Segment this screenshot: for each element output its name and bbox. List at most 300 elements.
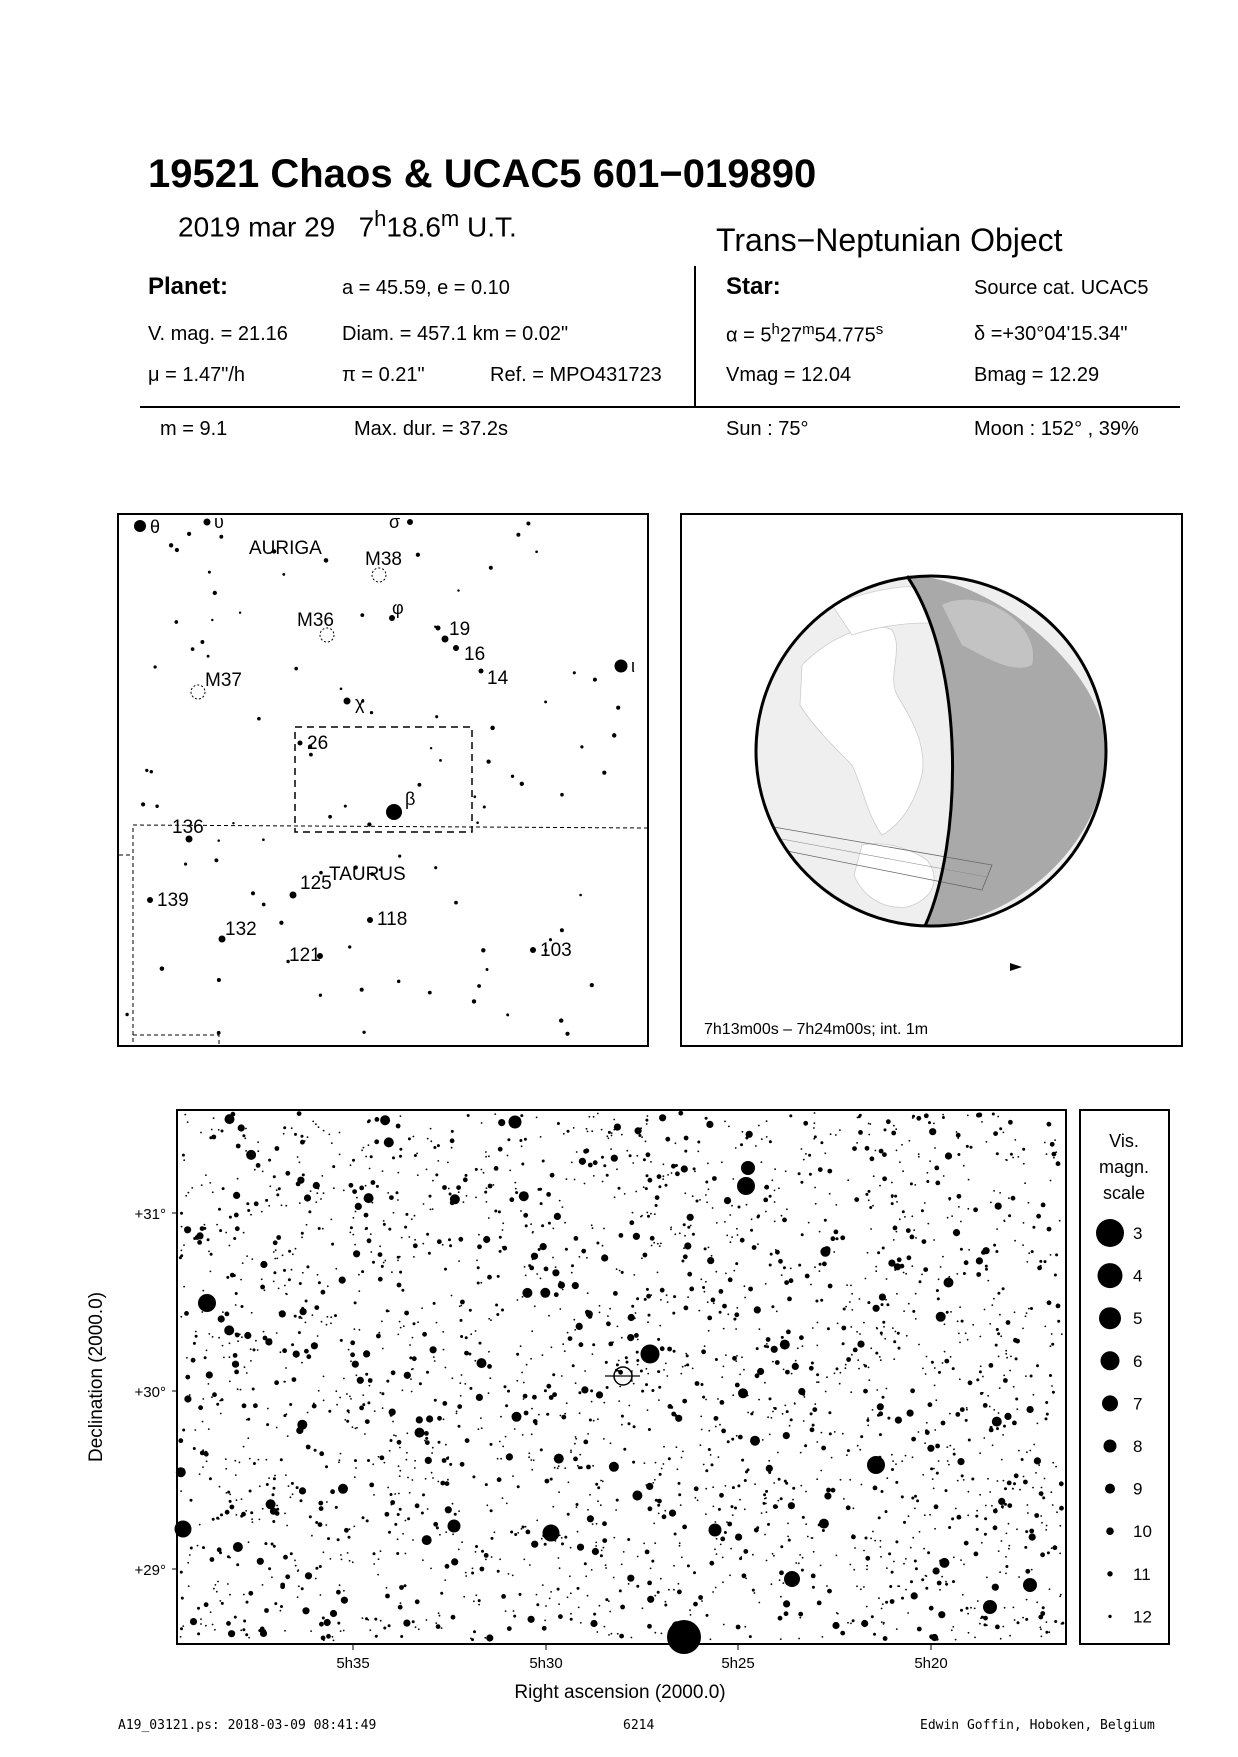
field-star — [470, 1638, 472, 1640]
field-star — [604, 1626, 606, 1628]
field-star — [653, 1242, 655, 1244]
field-star — [907, 1255, 912, 1260]
field-star — [199, 1524, 201, 1526]
field-star — [340, 1630, 342, 1632]
field-star — [593, 1175, 595, 1177]
field-star — [736, 1307, 738, 1309]
field-star — [285, 1474, 287, 1476]
field-star — [250, 1214, 252, 1216]
field-star — [265, 1338, 272, 1345]
field-star — [350, 1340, 355, 1345]
field-star — [663, 1163, 665, 1165]
field-star — [602, 1181, 604, 1183]
scale-label-11: 11 — [1133, 1564, 1151, 1584]
finder-star — [362, 1031, 365, 1034]
field-star — [715, 1417, 718, 1420]
field-star — [325, 1465, 328, 1468]
bright-field-star — [543, 1525, 560, 1542]
field-star — [832, 1622, 839, 1629]
field-star — [499, 1558, 501, 1560]
field-star — [347, 1552, 349, 1554]
field-star — [514, 1182, 516, 1184]
field-star — [299, 1202, 301, 1204]
field-star — [458, 1549, 460, 1551]
finder-star — [612, 733, 616, 737]
constellation-boundary-3 — [133, 1035, 219, 1045]
finder-star — [207, 655, 210, 658]
field-star — [367, 1238, 372, 1243]
field-star — [924, 1113, 929, 1118]
field-star — [657, 1338, 660, 1341]
field-star — [736, 1355, 738, 1357]
field-star — [646, 1288, 649, 1291]
field-star — [911, 1215, 913, 1217]
field-star — [181, 1226, 183, 1228]
field-star — [579, 1342, 584, 1347]
field-star — [775, 1249, 777, 1251]
field-star — [771, 1346, 778, 1353]
field-star — [750, 1229, 753, 1232]
field-star — [603, 1547, 605, 1549]
field-star — [607, 1315, 609, 1317]
field-star — [449, 1193, 452, 1196]
star-label-beta: β — [405, 789, 416, 809]
field-star — [997, 1332, 1000, 1335]
field-star — [465, 1575, 467, 1577]
field-star — [755, 1145, 757, 1147]
field-star — [633, 1425, 636, 1428]
finder-star — [175, 548, 179, 552]
field-star — [941, 1576, 943, 1578]
field-star — [1038, 1615, 1043, 1620]
field-star — [995, 1419, 1000, 1424]
field-star — [268, 1205, 270, 1207]
field-star — [229, 1494, 231, 1496]
field-star — [852, 1619, 855, 1622]
field-star — [311, 1342, 318, 1349]
field-star — [985, 1505, 987, 1507]
field-star — [424, 1431, 429, 1436]
field-star — [1039, 1260, 1042, 1263]
field-star — [396, 1552, 399, 1555]
field-star — [426, 1415, 433, 1422]
field-star — [657, 1499, 662, 1504]
star-label-103: 103 — [540, 940, 572, 961]
field-star — [951, 1517, 954, 1520]
field-star — [250, 1511, 253, 1514]
bright-field-star — [867, 1456, 885, 1474]
field-star — [610, 1442, 612, 1444]
target-star-marker — [614, 1367, 632, 1385]
field-star — [341, 1597, 348, 1604]
field-star — [528, 1616, 535, 1623]
field-star — [918, 1344, 920, 1346]
field-star — [852, 1534, 854, 1536]
field-star — [518, 1117, 521, 1120]
field-star — [759, 1328, 761, 1330]
field-star — [1055, 1151, 1057, 1153]
page-title: 19521 Chaos & UCAC5 601−019890 — [148, 152, 817, 196]
event-max-duration: Max. dur. = 37.2s — [354, 418, 508, 440]
field-star — [350, 1360, 352, 1362]
field-star — [290, 1552, 293, 1555]
field-star — [883, 1622, 885, 1624]
field-star — [742, 1131, 744, 1133]
field-star — [609, 1462, 619, 1472]
field-star — [485, 1156, 487, 1158]
field-star — [782, 1413, 784, 1415]
field-star — [705, 1117, 708, 1120]
field-star — [885, 1601, 888, 1604]
field-star — [516, 1380, 518, 1382]
field-star — [646, 1212, 648, 1214]
field-star — [1041, 1636, 1043, 1638]
field-star — [546, 1413, 549, 1416]
field-star — [236, 1144, 241, 1149]
field-star — [229, 1342, 231, 1344]
field-star — [984, 1533, 987, 1536]
field-star — [921, 1274, 923, 1276]
field-star — [910, 1182, 913, 1185]
field-star — [603, 1402, 605, 1404]
field-star — [877, 1403, 884, 1410]
field-star — [783, 1266, 786, 1269]
field-star — [399, 1271, 402, 1274]
finder-star — [573, 671, 576, 674]
field-star — [559, 1534, 561, 1536]
field-star — [662, 1178, 664, 1180]
field-star — [211, 1298, 213, 1300]
field-star — [814, 1403, 816, 1405]
field-star — [621, 1271, 624, 1274]
field-star — [661, 1633, 663, 1635]
field-star — [951, 1215, 953, 1217]
field-star — [872, 1205, 874, 1207]
field-star — [380, 1115, 390, 1125]
field-star — [788, 1539, 791, 1542]
field-star — [1026, 1312, 1028, 1314]
field-star — [559, 1567, 561, 1569]
field-star — [847, 1622, 849, 1624]
field-star — [404, 1226, 407, 1229]
detail-chart-frame — [177, 1110, 1066, 1644]
field-star — [536, 1117, 538, 1119]
field-star — [627, 1575, 634, 1582]
planet-vmag: V. mag. = 21.16 — [148, 323, 288, 345]
field-star — [1051, 1333, 1053, 1335]
field-star — [1004, 1220, 1006, 1222]
field-star — [879, 1356, 881, 1358]
field-star — [339, 1277, 346, 1284]
field-star — [249, 1335, 251, 1337]
field-star — [452, 1503, 454, 1505]
field-star — [371, 1180, 376, 1185]
field-star — [963, 1479, 965, 1481]
finder-star — [417, 783, 421, 787]
field-star — [321, 1290, 326, 1295]
field-star — [197, 1632, 200, 1635]
field-star — [670, 1227, 672, 1229]
field-star — [1040, 1611, 1045, 1616]
field-star — [963, 1165, 965, 1167]
field-star — [222, 1345, 224, 1347]
field-star — [803, 1420, 805, 1422]
field-star — [680, 1373, 682, 1375]
field-star — [502, 1446, 504, 1448]
field-star — [836, 1555, 838, 1557]
field-star — [718, 1456, 720, 1458]
field-star — [613, 1291, 618, 1296]
field-star — [587, 1131, 589, 1133]
field-star — [283, 1414, 286, 1417]
field-star — [843, 1308, 846, 1311]
field-star — [488, 1351, 490, 1353]
field-star — [851, 1535, 856, 1540]
field-star — [204, 1224, 206, 1226]
field-star — [530, 1459, 532, 1461]
field-star — [907, 1410, 914, 1417]
field-star — [700, 1278, 702, 1280]
field-star — [349, 1232, 351, 1234]
field-star — [798, 1638, 800, 1640]
finder-star — [489, 566, 493, 570]
field-star — [388, 1310, 390, 1312]
field-star — [876, 1327, 878, 1329]
field-star — [886, 1278, 888, 1280]
field-star — [210, 1253, 213, 1256]
field-star — [899, 1161, 901, 1163]
field-star — [558, 1465, 560, 1467]
field-star — [540, 1202, 543, 1205]
field-star — [355, 1428, 357, 1430]
field-star — [987, 1606, 989, 1608]
field-star — [654, 1347, 656, 1349]
field-star — [645, 1141, 647, 1143]
star-upsilon — [204, 519, 211, 526]
field-star — [934, 1367, 936, 1369]
field-star — [354, 1476, 356, 1478]
field-star — [225, 1510, 230, 1515]
field-star — [383, 1220, 385, 1222]
field-star — [521, 1145, 523, 1147]
field-star — [817, 1601, 822, 1606]
field-star — [224, 1325, 234, 1335]
field-star — [993, 1525, 998, 1530]
field-star — [761, 1138, 763, 1140]
field-star — [581, 1386, 588, 1393]
field-star — [968, 1249, 970, 1251]
star-label-upsilon: υ — [214, 515, 224, 532]
field-star — [485, 1151, 487, 1153]
field-star — [895, 1463, 897, 1465]
field-star — [331, 1243, 334, 1246]
field-star — [678, 1111, 683, 1116]
field-star — [882, 1247, 885, 1250]
field-star — [800, 1485, 802, 1487]
field-star — [263, 1331, 265, 1333]
field-star — [937, 1581, 942, 1586]
field-star — [200, 1623, 202, 1625]
field-star — [406, 1452, 408, 1454]
field-star — [873, 1486, 878, 1491]
field-star — [298, 1331, 301, 1334]
field-star — [1028, 1308, 1030, 1310]
field-star — [399, 1321, 401, 1323]
finder-star — [506, 1013, 509, 1016]
field-star — [717, 1398, 719, 1400]
field-star — [911, 1592, 918, 1599]
field-star — [508, 1573, 510, 1575]
field-star — [765, 1490, 768, 1493]
field-star — [761, 1161, 763, 1163]
field-star — [1022, 1328, 1024, 1330]
field-star — [1059, 1481, 1064, 1486]
field-star — [682, 1366, 684, 1368]
field-star — [554, 1454, 564, 1464]
field-star — [1040, 1515, 1042, 1517]
field-star — [321, 1321, 323, 1323]
field-star — [880, 1332, 883, 1335]
field-star — [357, 1377, 364, 1384]
field-star — [608, 1131, 611, 1134]
field-star — [434, 1360, 436, 1362]
globe-canvas — [682, 515, 1181, 1045]
field-star — [313, 1182, 320, 1189]
field-star — [450, 1194, 460, 1204]
field-star — [780, 1545, 783, 1548]
field-star — [1053, 1157, 1055, 1159]
field-star — [1040, 1552, 1045, 1557]
field-star — [562, 1206, 564, 1208]
field-star — [559, 1308, 561, 1310]
field-star — [784, 1480, 787, 1483]
field-star — [176, 1467, 186, 1477]
field-star — [957, 1458, 964, 1465]
field-star — [317, 1188, 319, 1190]
field-star — [724, 1531, 727, 1534]
field-star — [668, 1589, 670, 1591]
field-star — [1027, 1512, 1029, 1514]
field-star — [202, 1290, 204, 1292]
field-star — [658, 1185, 661, 1188]
field-star — [273, 1240, 278, 1245]
field-star — [391, 1370, 396, 1375]
field-star — [654, 1542, 656, 1544]
field-star — [824, 1492, 831, 1499]
field-star — [507, 1390, 510, 1393]
field-star — [810, 1412, 813, 1415]
field-star — [849, 1301, 851, 1303]
finder-star — [340, 687, 343, 690]
finder-star — [435, 715, 438, 718]
field-star — [370, 1155, 373, 1158]
field-star — [182, 1154, 185, 1157]
field-star — [811, 1537, 813, 1539]
field-star — [573, 1457, 578, 1462]
planet-reference: Ref. = MPO431723 — [490, 364, 662, 386]
bright-field-star — [1023, 1578, 1037, 1592]
field-star — [486, 1504, 488, 1506]
field-star — [846, 1284, 848, 1286]
field-star — [301, 1317, 303, 1319]
field-star — [735, 1262, 738, 1265]
field-star — [1034, 1457, 1041, 1464]
field-star — [456, 1411, 458, 1413]
field-star — [458, 1237, 463, 1242]
field-star — [764, 1186, 767, 1189]
field-star — [578, 1607, 580, 1609]
star-139 — [147, 897, 153, 903]
field-star — [820, 1565, 822, 1567]
field-star — [216, 1591, 218, 1593]
field-star — [521, 1528, 523, 1530]
field-star — [658, 1399, 660, 1401]
finder-star — [348, 945, 351, 948]
field-star — [812, 1537, 814, 1539]
field-star — [880, 1546, 882, 1548]
field-star — [567, 1130, 570, 1133]
field-star — [694, 1486, 699, 1491]
field-star — [352, 1159, 355, 1162]
field-star — [689, 1609, 691, 1611]
field-star — [550, 1478, 553, 1481]
field-star — [404, 1584, 407, 1587]
field-star — [948, 1464, 950, 1466]
field-star — [772, 1411, 774, 1413]
field-star — [742, 1573, 747, 1578]
field-star — [300, 1140, 305, 1145]
field-star — [365, 1617, 368, 1620]
field-star — [616, 1363, 619, 1366]
field-star — [657, 1243, 659, 1245]
field-star — [995, 1344, 998, 1347]
field-star — [850, 1285, 852, 1287]
field-star — [438, 1612, 440, 1614]
field-star — [393, 1212, 395, 1214]
field-star — [929, 1634, 934, 1639]
field-star — [1000, 1335, 1002, 1337]
field-star — [558, 1491, 560, 1493]
field-star — [876, 1328, 878, 1330]
field-star — [339, 1459, 341, 1461]
field-star — [486, 1201, 488, 1203]
field-star — [871, 1615, 874, 1618]
field-star — [532, 1231, 534, 1233]
field-star — [738, 1206, 741, 1209]
field-star — [1059, 1506, 1064, 1511]
field-star — [258, 1629, 261, 1632]
field-star — [212, 1518, 215, 1521]
field-star — [846, 1505, 851, 1510]
field-star — [663, 1369, 665, 1371]
field-star — [397, 1172, 399, 1174]
field-star — [606, 1135, 608, 1137]
field-star — [936, 1312, 946, 1322]
field-star — [783, 1369, 785, 1371]
field-star — [478, 1234, 480, 1236]
field-star — [754, 1483, 756, 1485]
field-star — [532, 1259, 534, 1261]
field-star — [510, 1531, 513, 1534]
field-star — [956, 1273, 958, 1275]
field-star — [681, 1457, 683, 1459]
field-star — [881, 1303, 884, 1306]
scale-dot-5 — [1099, 1307, 1121, 1329]
field-star — [597, 1418, 599, 1420]
field-star — [387, 1192, 389, 1194]
field-star — [980, 1365, 982, 1367]
field-star — [815, 1203, 817, 1205]
